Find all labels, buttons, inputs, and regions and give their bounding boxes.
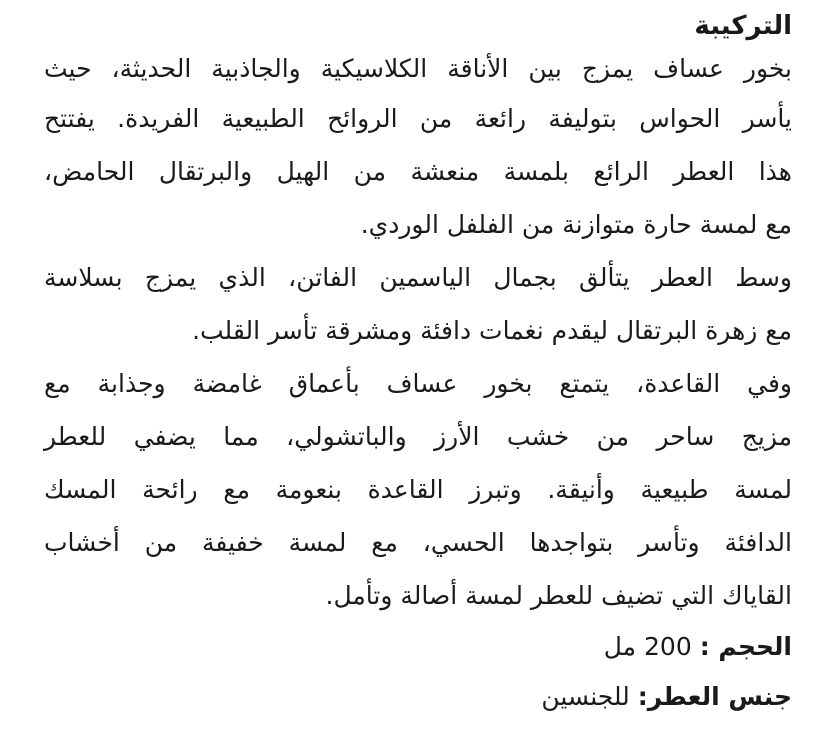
text-line: وسط العطر يتألق بجمال الياسمين الفاتن، الذي يمزج بسلاسة (44, 263, 792, 292)
product-description (44, 6, 792, 722)
text-line: مزيج ساحر من خشب الأرز والباتشولي، مما يضفي للعطر (44, 422, 792, 451)
text-line: مع زهرة البرتقال ليقدم نغمات دافئة ومشرقة تأسر القلب. (192, 316, 792, 345)
base-notes-paragraph (44, 357, 792, 622)
gender-value: للجنسين (541, 682, 630, 711)
text-line: لمسة طبيعية وأنيقة. وتبرز القاعدة بنعومة مع رائحة المسك (44, 475, 792, 504)
text-line: مع لمسة حارة متوازنة من الفلفل الوردي. (360, 210, 792, 239)
heart-notes-paragraph (44, 251, 792, 357)
composition-heading: التركيبة (694, 11, 792, 41)
text-line: القاياك التي تضيف للعطر لمسة أصالة وتأمل. (325, 581, 792, 610)
volume-spec (44, 622, 792, 672)
gender-label: جنس العطر: (637, 682, 792, 711)
gender-spec (44, 672, 792, 722)
text-line: هذا العطر الرائع بلمسة منعشة من الهيل والبرتقال الحامض، (44, 157, 792, 186)
volume-value: 200 مل (603, 632, 692, 661)
text-line: وفي القاعدة، يتمتع بخور عساف بأعماق غامضة وجذابة مع (44, 369, 792, 398)
volume-label: الحجم : (699, 632, 792, 661)
text-line: الدافئة وتأسر بتواجدها الحسي، مع لمسة خفيفة من أخشاب (44, 528, 792, 557)
text-line: بخور عساف يمزج بين الأناقة الكلاسيكية والجاذبية الحديثة، حيث (44, 54, 792, 83)
top-notes-paragraph (44, 46, 792, 251)
text-line: يأسر الحواس بتوليفة رائعة من الروائح الطبيعية الفريدة. يفتتح (44, 104, 792, 133)
